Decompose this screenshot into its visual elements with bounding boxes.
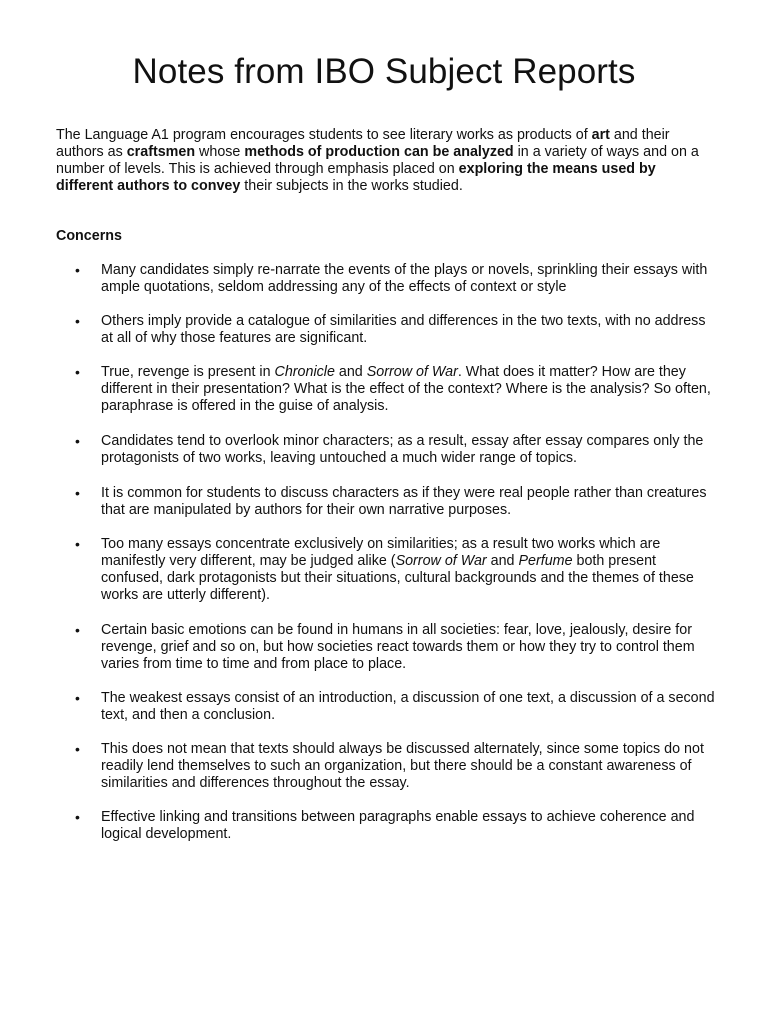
intro-text: in a variety of ways and on a number of levels. This is achieved through emphasis placed on (56, 144, 699, 177)
list-item-text: Effective linking and transitions between paragraphs enable essays to achieve coherence and logical development. (101, 809, 695, 842)
list-item-text (101, 536, 715, 604)
bullet-icon: • (75, 536, 80, 552)
list-item-text: Many candidates simply re-narrate the events of the plays or novels, sprinkling their essays with ample quotations, seldom addressing any of the effects of context or style (101, 262, 708, 295)
italic-title-sorrow-of-war: Sorrow of War (366, 364, 458, 380)
list-item-text-part: and (486, 553, 519, 569)
intro-bold-exploring: exploring the means used by different authors to convey (56, 161, 656, 194)
italic-title-perfume: Perfume (518, 553, 573, 569)
intro-text: whose (195, 144, 245, 160)
intro-text: their subjects in the works studied. (240, 178, 463, 194)
list-item-text-part: Too many essays concentrate exclusively on similarities; as a result two works which are manifestly very different, may be judged alike ( (101, 536, 661, 569)
bullet-icon: • (75, 622, 80, 638)
intro-bold-art: art (591, 127, 610, 143)
intro-bold-methods: methods of production can be analyzed (244, 144, 514, 160)
bullet-icon: • (75, 313, 80, 329)
list-item-text-part: . What does it matter? How are they different in their presentation? What is the effect of the context? Where is the analysis? So often, paraphrase is offered in the guise of analysis. (101, 364, 711, 414)
intro-text: The Language A1 program encourages students to see literary works as products of (56, 127, 592, 143)
italic-title-sorrow-of-war: Sorrow of War (395, 553, 487, 569)
list-item-text (101, 364, 715, 415)
list-item-text-part: both present confused, dark protagonists but their situations, cultural backgrounds and the themes of these works are utterly different). (101, 553, 694, 603)
bullet-icon: • (75, 741, 80, 757)
intro-paragraph (56, 127, 716, 195)
document-title: Notes from IBO Subject Reports (132, 52, 636, 91)
list-item-text: Certain basic emotions can be found in humans in all societies: fear, love, jealously, desire for revenge, grief and so on, but how societies react towards them or how they try to control them varies from time to time and from place to place. (101, 622, 695, 672)
concerns-heading: Concerns (56, 228, 122, 244)
list-item-text: Others imply provide a catalogue of similarities and differences in the two texts, with no address at all of why those features are significant. (101, 313, 706, 346)
list-item-text: The weakest essays consist of an introduction, a discussion of one text, a discussion of a second text, and then a conclusion. (101, 690, 715, 723)
intro-bold-craftsmen: craftsmen (126, 144, 196, 160)
bullet-icon: • (75, 690, 80, 706)
bullet-icon: • (75, 485, 80, 501)
list-item-text: This does not mean that texts should always be discussed alternately, since some topics do not readily lend themselves to such an organization, but there should be a constant awareness of similarities and differences throughout the essay. (101, 741, 704, 791)
intro-text: and their authors as (56, 127, 670, 160)
list-item-text: Candidates tend to overlook minor characters; as a result, essay after essay compares only the protagonists of two works, leaving untouched a much wider range of topics. (101, 433, 704, 466)
bullet-icon: • (75, 433, 80, 449)
list-item-text: It is common for students to discuss characters as if they were real people rather than creatures that are manipulated by authors for their own narrative purposes. (101, 485, 707, 518)
list-item-text-part: and (334, 364, 367, 380)
bullet-icon: • (75, 364, 80, 380)
list-item-text-part: True, revenge is present in (101, 364, 275, 380)
bullet-icon: • (75, 262, 80, 278)
italic-title-chronicle: Chronicle (274, 364, 335, 380)
bullet-icon: • (75, 809, 80, 825)
